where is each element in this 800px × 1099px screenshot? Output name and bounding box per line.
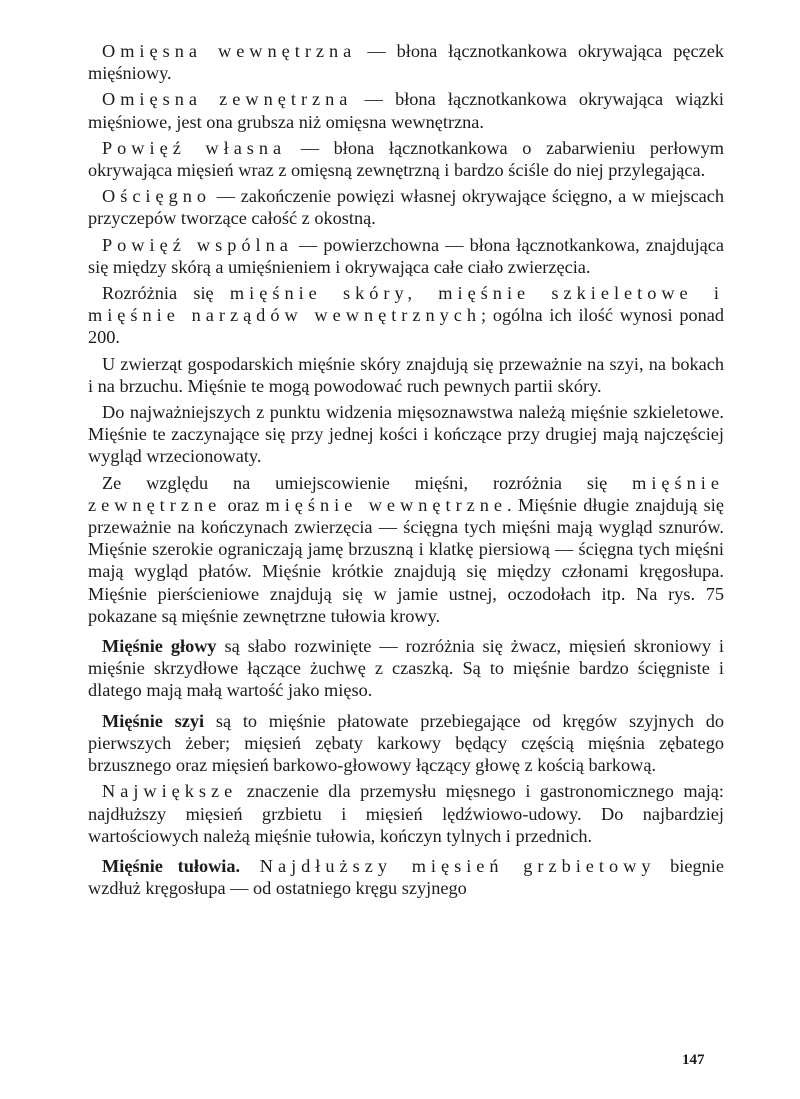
paragraph-miesnie-skory	[88, 353, 724, 397]
paragraph-omiesna-wewnetrzna	[88, 40, 724, 84]
term: Największe	[102, 781, 238, 802]
term: Omięsna wewnętrzna	[102, 41, 357, 61]
term: Powięź wspólna	[102, 234, 293, 255]
paragraph-text: są to mięśnie płatowate przebiegające od kręgów szyjnych do pierwszych żeber; mięsień zębaty karkowy będący częścią mięśnia zębatego brzusznego oraz mięsień barkowo-głowowy łączący głowę z kością barkową.	[88, 710, 724, 776]
bold-term: Mięśnie szyi	[102, 710, 205, 731]
paragraph-text: — powierzchowna — błona łącznotkankowa, znajdująca się między skórą a umięśnieniem i okrywająca całe ciało zwierzęcia.	[88, 234, 724, 277]
bold-term: Mięśnie głowy	[102, 636, 217, 657]
paragraph-powiez-wspolna	[88, 234, 724, 278]
term: mięśnie wewnętrzne	[265, 494, 508, 515]
paragraph-miesnie-tulowia	[88, 855, 724, 899]
paragraph-umiejscowienie	[88, 472, 724, 627]
term: mięśnie skóry, mięśnie szkieletowe i mięśnie narządów wewnętrznych	[88, 283, 724, 326]
bold-term: Mięśnie tułowia.	[102, 855, 241, 876]
paragraph-text: biegnie wzdłuż kręgosłupa — od ostatniego kręgu szyjnego	[88, 855, 724, 899]
paragraph-najwieksze	[88, 780, 724, 847]
term: Omięsna zewnętrzna	[102, 89, 353, 110]
paragraph-text: ; ogólna ich ilość wynosi ponad 200.	[88, 305, 724, 348]
page-body	[88, 40, 724, 903]
term: Powięź własna	[102, 137, 287, 158]
paragraph-osciegno	[88, 185, 724, 229]
paragraph-text: — błona łącznotkankowa okrywająca wiązki mięśniowe, jest ona grubsza niż omięsna wewnętrzna.	[88, 89, 725, 132]
paragraph-text: Rozróżnia się	[102, 283, 230, 304]
paragraph-text: znaczenie dla przemysłu mięsnego i gastronomicznego mają: najdłuższy mięsień grzbietu i mięsień lędźwiowo-udowy. Do najbardziej wartościowych należą mięśnie tułowia, kończyn tylnych i przednich.	[88, 781, 724, 846]
term: Ościęgno	[102, 186, 212, 207]
paragraph-text: są słabo rozwinięte — rozróżnia się żwacz, mięsień skroniowy i mięśnie skrzydłowe łączące żuchwę z czaszką. Są to mięśnie bardzo ścięgniste i dlatego mają małą wartość jako mięso.	[88, 636, 724, 701]
term: Najdłuższy mięsień grzbietowy	[240, 855, 656, 876]
paragraph-text: — błona łącznotkankowa o zabarwieniu perłowym okrywająca mięsień wraz z omięsną zewnętrzną i bardzo ściśle do niej przylegająca.	[88, 137, 725, 181]
paragraph-text: Ze względu na umiejscowienie mięśni, rozróżnia się	[102, 472, 633, 493]
paragraph-miesnie-szyi	[88, 710, 724, 777]
paragraph-text: — zakończenie powięzi własnej okrywające ścięgno, a w miejscach przyczepów tworzące całość z okostną.	[88, 186, 724, 229]
paragraph-rozroznia	[88, 282, 724, 349]
term: mięśnie zewnętrzne	[88, 472, 724, 515]
paragraph-miesnie-szkieletowe	[88, 401, 724, 468]
paragraph-miesnie-glowy	[88, 635, 724, 702]
paragraph-omiesna-zewnetrzna	[88, 88, 724, 132]
paragraph-text: Do najważniejszych z punktu widzenia mięsoznawstwa należą mięśnie szkieletowe. Mięśnie te zaczynające się przy jednej kości i kończące przy drugiej mają najczęściej wygląd wrzecionowaty.	[88, 402, 724, 467]
paragraph-powiez-wlasna	[88, 137, 724, 181]
page-number: 147	[682, 1052, 705, 1068]
paragraph-text: oraz	[221, 494, 266, 515]
paragraph-text: — błona łącznotkankowa okrywająca pęczek mięśniowy.	[88, 41, 724, 84]
paragraph-text: U zwierząt gospodarskich mięśnie skóry znajdują się przeważnie na szyi, na bokach i na brzuchu. Mięśnie te mogą powodować ruch pewnych partii skóry.	[88, 353, 724, 396]
paragraph-text: . Mięśnie długie znajdują się przeważnie na kończynach zwierzęcia — ścięgna tych mięśni mają wygląd sznurów. Mięśnie szerokie ograniczają jamę brzuszną i klatkę piersiową — ścięgna tych mięśni mają wygląd płatów. Mięśnie krótkie znajdują się między członami kręgosłupa. Mięśnie pierścieniowe znajdują się w jamie ustnej, oczodołach itp. Na rys. 75 pokazane są mięśnie zewnętrzne tułowia krowy.	[88, 494, 724, 626]
